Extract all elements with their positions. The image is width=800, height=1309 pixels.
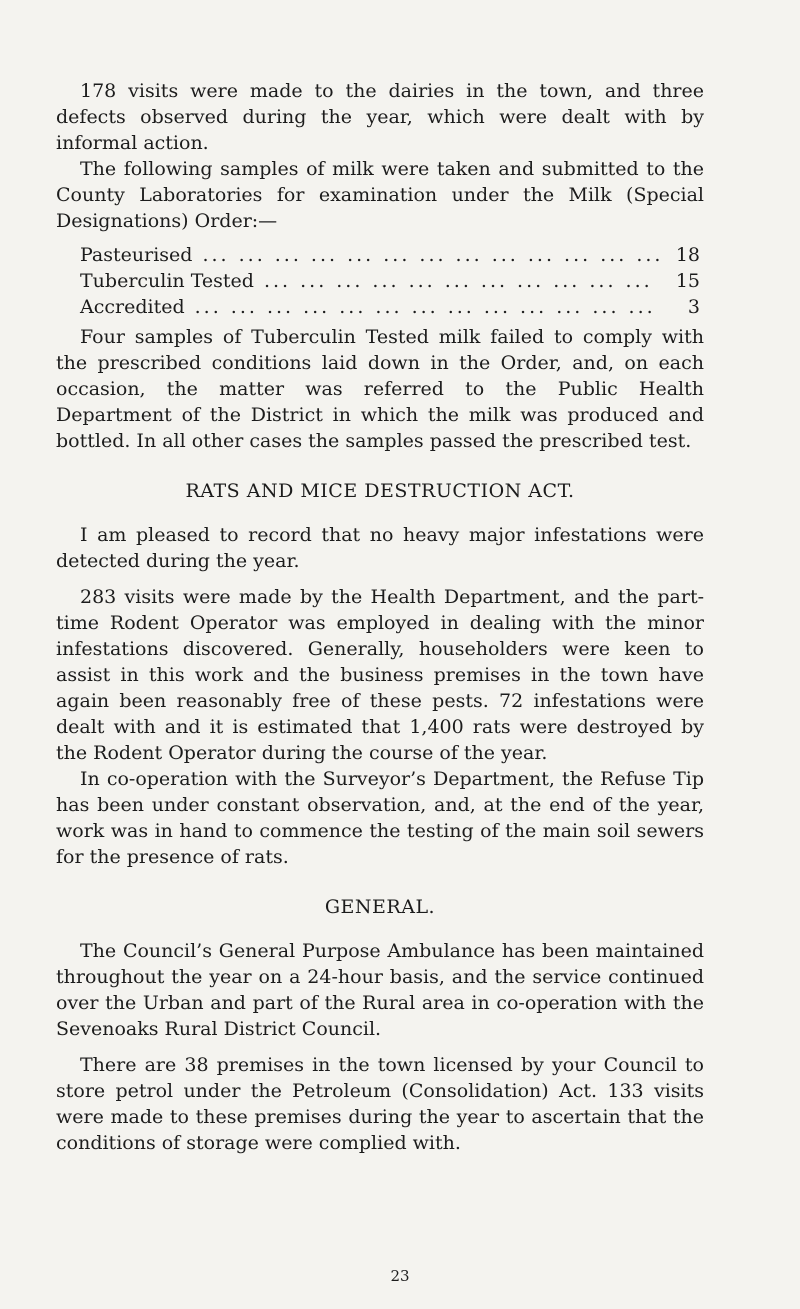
sample-row	[80, 268, 700, 294]
sample-count: 18	[675, 244, 700, 266]
rats-section-heading: RATS AND MICE DESTRUCTION ACT.	[185, 480, 575, 502]
dot-leader	[195, 294, 660, 320]
sample-row	[80, 242, 700, 268]
rats-paragraph-2: 283 visits were made by the Health Department, and the part-time Rodent Operator was employed in dealing with the minor infestations discovered. Generally, householders were keen to assist in this work and the business premises in the town have again been reasonably free of these pests. 72 infestations were dealt with and it is estimated that 1,400 rats were destroyed by the Rodent Operator during the course of the year.	[56, 586, 704, 764]
sample-label: Pasteurised	[80, 244, 193, 266]
rats-paragraph-1: I am pleased to record that no heavy major infestations were detected during the year.	[56, 524, 704, 572]
general-section-heading: GENERAL.	[324, 896, 436, 918]
general-paragraph-2: There are 38 premises in the town licensed by your Council to store petrol under the Petroleum (Consolidation) Act. 133 visits were made to these premises during the year to ascertain that the conditions of storage were complied with.	[56, 1054, 704, 1154]
dot-leader	[264, 268, 660, 294]
sample-count: 15	[675, 270, 700, 292]
sample-count: 3	[687, 296, 700, 318]
milk-samples-intro: The following samples of milk were taken and submitted to the County Laboratories for examination under the Milk (Special Designations) Order:—	[56, 158, 704, 232]
dairy-visits-paragraph: 178 visits were made to the dairies in the town, and three defects observed during the year, which were dealt with by informal action.	[56, 80, 704, 154]
page-number: 23	[390, 1267, 410, 1285]
milk-samples-table	[80, 242, 700, 320]
rats-paragraph-3: In co-operation with the Surveyor’s Department, the Refuse Tip has been under constant observation, and, at the end of the year, work was in hand to commence the testing of the main soil sewers for the presence of rats.	[56, 768, 704, 868]
general-paragraph-1: The Council’s General Purpose Ambulance has been maintained throughout the year on a 24-hour basis, and the service continued over the Urban and part of the Rural area in co-operation with the Sevenoaks Rural District Council.	[56, 940, 704, 1040]
sample-label: Tuberculin Tested	[80, 270, 254, 292]
dot-leader	[202, 242, 660, 268]
sample-row	[80, 294, 700, 320]
sample-failure-paragraph: Four samples of Tuberculin Tested milk failed to comply with the prescribed conditions laid down in the Order, and, on each occasion, the matter was referred to the Public Health Department of the District in which the milk was produced and bottled. In all other cases the samples passed the prescribed test.	[56, 326, 704, 452]
document-page	[56, 78, 704, 1156]
sample-label: Accredited	[80, 296, 185, 318]
